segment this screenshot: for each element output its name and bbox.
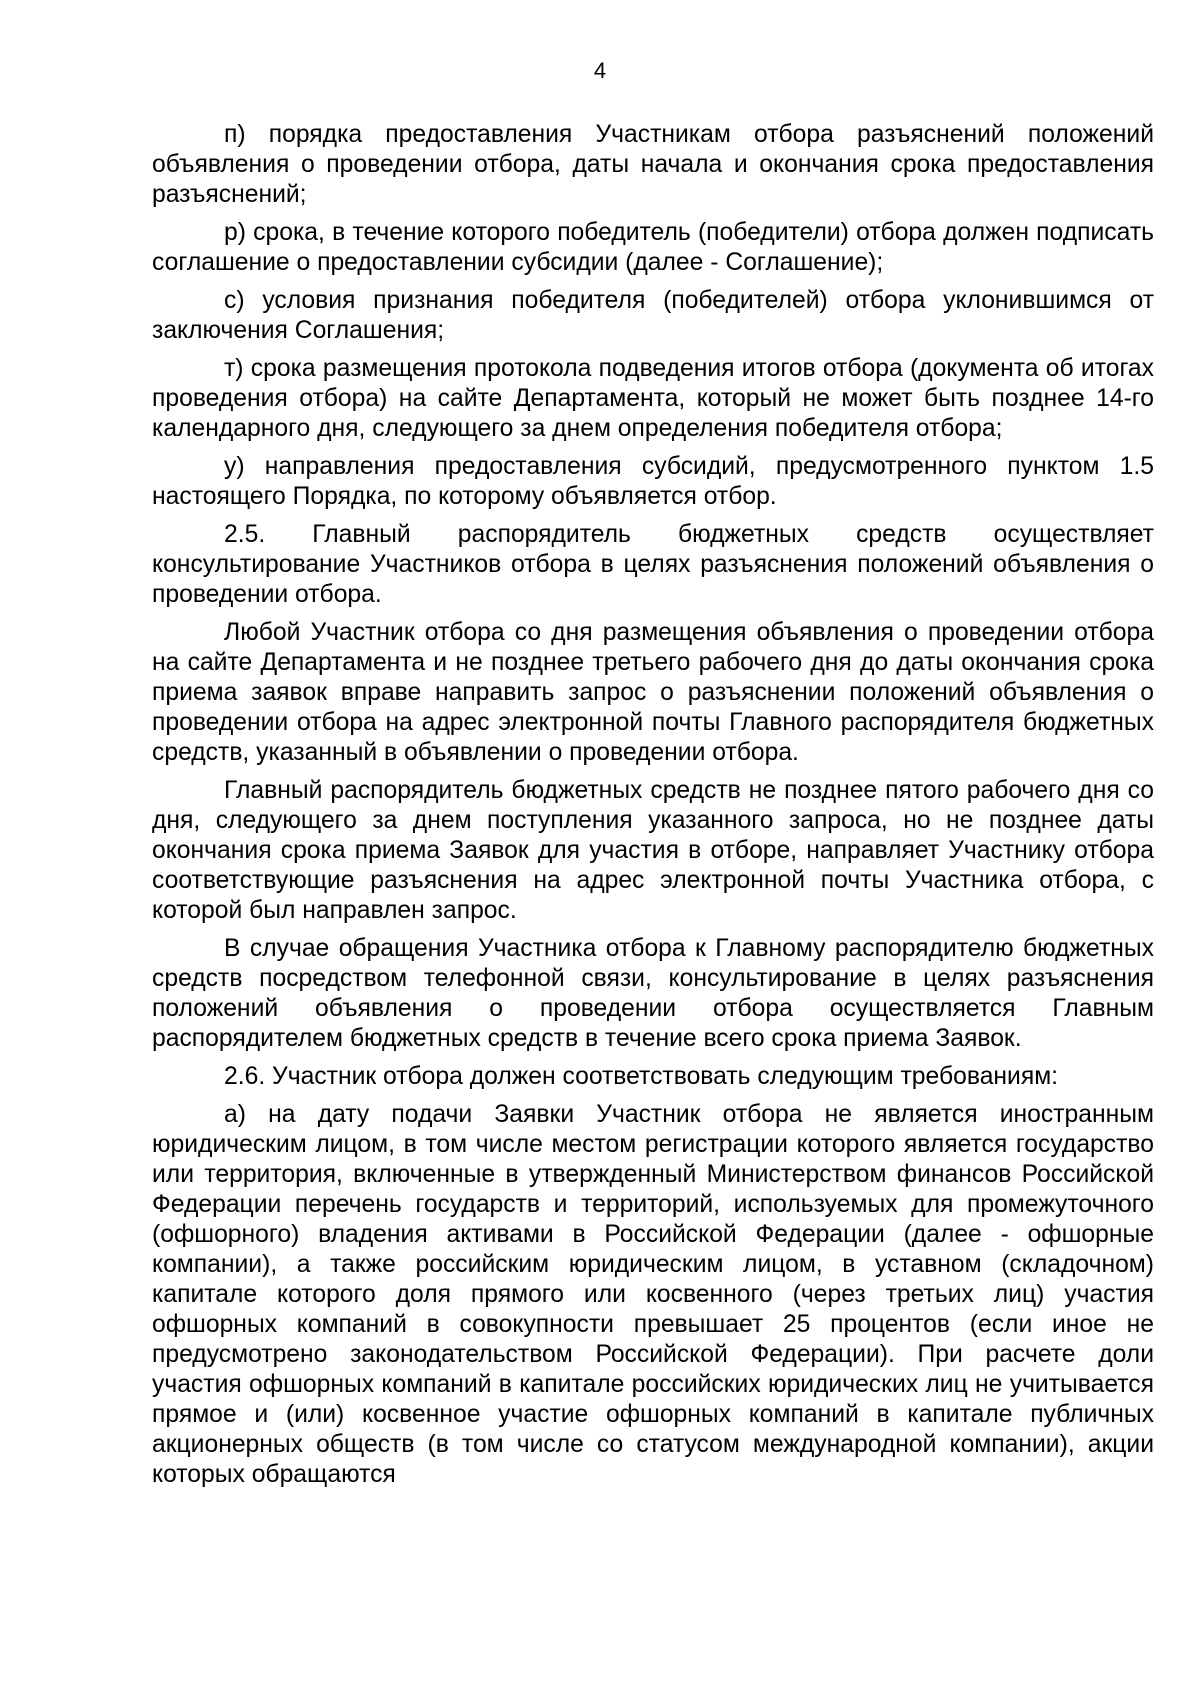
page-number: 4 xyxy=(593,58,607,83)
paragraph-u: у) направления предоставления субсидий, предусмотренного пунктом 1.5 настоящего Порядка, по которому объявляется отбор. xyxy=(152,453,1154,510)
paragraph-2-5: 2.5. Главный распорядитель бюджетных средств осуществляет консультирование Участников отбора в целях разъяснения положений объявления о проведении отбора. xyxy=(152,521,1154,608)
paragraph-2-6: 2.6. Участник отбора должен соответствовать следующим требованиям: xyxy=(224,1063,1059,1090)
paragraph-a: а) на дату подачи Заявки Участник отбора не является иностранным юридическим лицом, в том числе местом регистрации которого является государство или территория, включенные в утвержденный Министерством финансов Российской Федерации перечень государств и территорий, используемых для промежуточного (офшорного) владения активами в Российской Федерации (далее - офшорные компании), а также российским юридическим лицом, в уставном (складочном) капитале которого доля прямого или косвенного (через третьих лиц) участия офшорных компаний в совокупности превышает 25 процентов (если иное не предусмотрено законодательством Российской Федерации). При расчете доли участия офшорных компаний в капитале российских юридических лиц не учитывается прямое и (или) косвенное участие офшорных компаний в капитале публичных акционерных обществ (в том числе со статусом международной компании), акции которых обращаются xyxy=(152,1101,1154,1488)
paragraph-phone: В случае обращения Участника отбора к Главному распорядителю бюджетных средств посредством телефонной связи, консультирование в целях разъяснения положений объявления о проведении отбора осуществляется Главным распорядителем бюджетных средств в течение всего срока приема Заявок. xyxy=(152,935,1154,1052)
paragraph-r: р) срока, в течение которого победитель (победители) отбора должен подписать соглашение о предоставлении субсидии (далее - Соглашение); xyxy=(152,219,1154,276)
paragraph-inquiry: Любой Участник отбора со дня размещения объявления о проведении отбора на сайте Департамента и не позднее третьего рабочего дня до даты окончания срока приема заявок вправе направить запрос о разъяснении положений объявления о проведении отбора на адрес электронной почты Главного распорядителя бюджетных средств, указанный в объявлении о проведении отбора. xyxy=(152,619,1154,766)
paragraph-s: с) условия признания победителя (победителей) отбора уклонившимся от заключения Соглашения; xyxy=(152,287,1154,344)
paragraph-t: т) срока размещения протокола подведения итогов отбора (документа об итогах проведения отбора) на сайте Департамента, который не может быть позднее 14-го календарного дня, следующего за днем определения победителя отбора; xyxy=(152,355,1154,442)
document-body xyxy=(152,120,1154,1498)
paragraph-p: п) порядка предоставления Участникам отбора разъяснений положений объявления о проведении отбора, даты начала и окончания срока предоставления разъяснений; xyxy=(152,121,1154,208)
paragraph-response: Главный распорядитель бюджетных средств не позднее пятого рабочего дня со дня, следующего за днем поступления указанного запроса, но не позднее даты окончания срока приема Заявок для участия в отборе, направляет Участнику отбора соответствующие разъяснения на адрес электронной почты Участника отбора, с которой был направлен запрос. xyxy=(152,777,1154,924)
